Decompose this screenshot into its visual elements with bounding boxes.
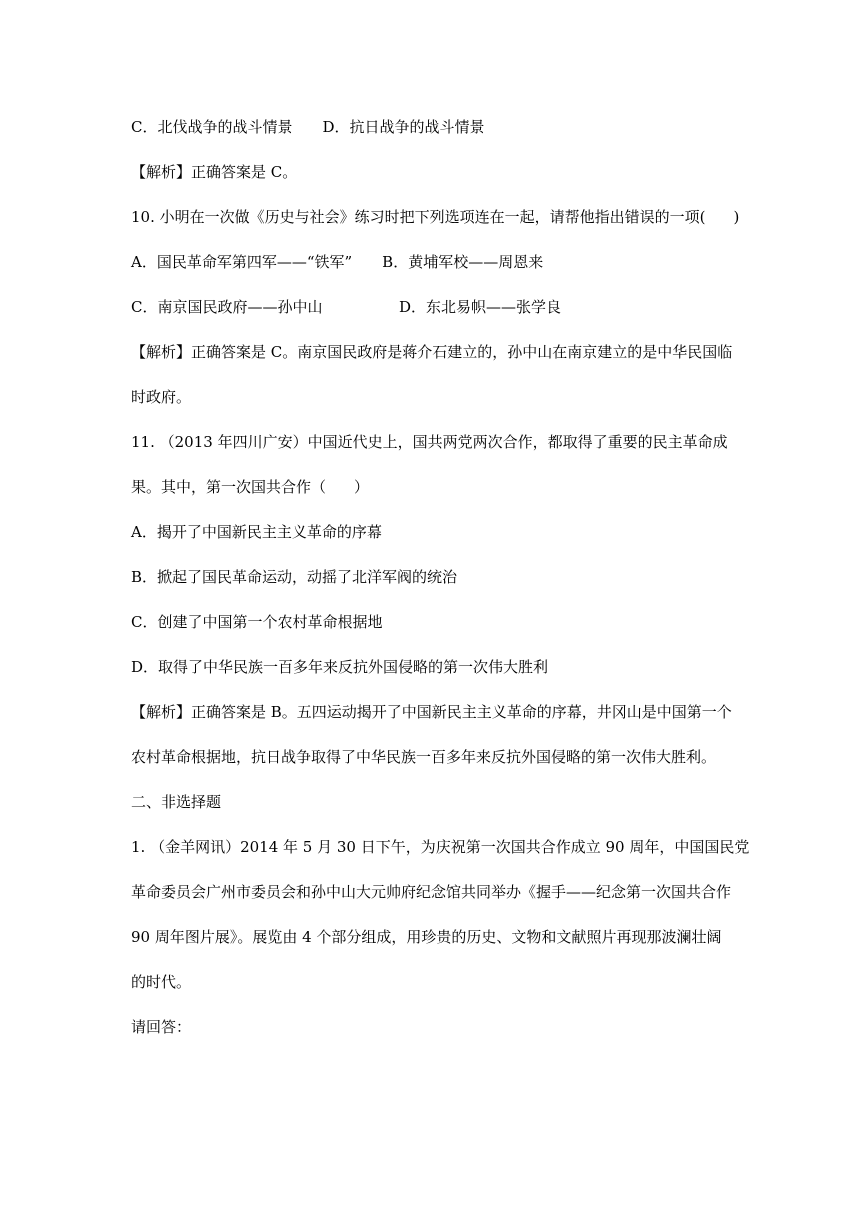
question-10-text: 10. 小明在一次做《历史与社会》练习时把下列选项连在一起，请帮他指出错误的一项(: [131, 208, 706, 226]
question-11-line1: 11. （2013 年四川广安）中国近代史上，国共两党两次合作，都取得了重要的民主革命成: [131, 433, 728, 451]
analysis-9: 【解析】正确答案是 C。: [131, 163, 298, 181]
q10-option-c: C．南京国民政府——孙中山: [131, 298, 323, 316]
question-11-text: 果。其中，第一次国共合作（: [131, 478, 327, 496]
option-d: D．抗日战争的战斗情景: [322, 118, 485, 136]
q10-options-cd: [131, 297, 561, 317]
q11-option-d: D．取得了中华民族一百多年来反抗外国侵略的第一次伟大胜利: [131, 658, 549, 676]
q10-option-d: D．东北易帜——张学良: [399, 298, 562, 316]
q11-option-b: B．掀起了国民革命运动，动摇了北洋军阀的统治: [131, 568, 458, 586]
please-answer: 请回答：: [131, 1018, 192, 1036]
section-heading-non-choice: 二、非选择题: [131, 793, 222, 811]
q10-option-a: A．国民革命军第四军——“铁军”: [131, 253, 353, 271]
q11-option-c: C．创建了中国第一个农村革命根据地: [131, 613, 383, 631]
option-c: C．北伐战争的战斗情景: [131, 118, 293, 136]
question-1-line1: 1. （金羊网讯）2014 年 5 月 30 日下午，为庆祝第一次国共合作成立 90 周年，中国国民党: [131, 838, 750, 856]
question-10-bracket-close: ): [733, 208, 740, 226]
analysis-10-line1: 【解析】正确答案是 C。南京国民政府是蒋介石建立的，孙中山在南京建立的是中华民国临: [131, 343, 733, 361]
question-11-line2: [131, 477, 369, 497]
q10-option-b: B．黄埔军校——周恩来: [382, 253, 544, 271]
question-1-line2: 革命委员会广州市委员会和孙中山大元帅府纪念馆共同举办《握手——纪念第一次国共合作: [131, 883, 732, 901]
analysis-10-line2: 时政府。: [131, 388, 192, 406]
analysis-11-line2: 农村革命根据地，抗日战争取得了中华民族一百多年来反抗外国侵略的第一次伟大胜利。: [131, 748, 717, 766]
question-1-line3: 90 周年图片展》。展览由 4 个部分组成，用珍贵的历史、文物和文献照片再现那波澜壮阔: [131, 928, 722, 946]
question-1-line4: 的时代。: [131, 973, 192, 991]
option-c-d-line: [131, 117, 485, 137]
q11-option-a: A．揭开了中国新民主主义革命的序幕: [131, 523, 382, 541]
q10-options-ab: [131, 252, 543, 272]
question-11-bracket-close: ）: [354, 478, 370, 496]
question-10: [131, 207, 739, 227]
analysis-11-line1: 【解析】正确答案是 B。五四运动揭开了中国新民主主义革命的序幕，井冈山是中国第一个: [131, 703, 732, 721]
